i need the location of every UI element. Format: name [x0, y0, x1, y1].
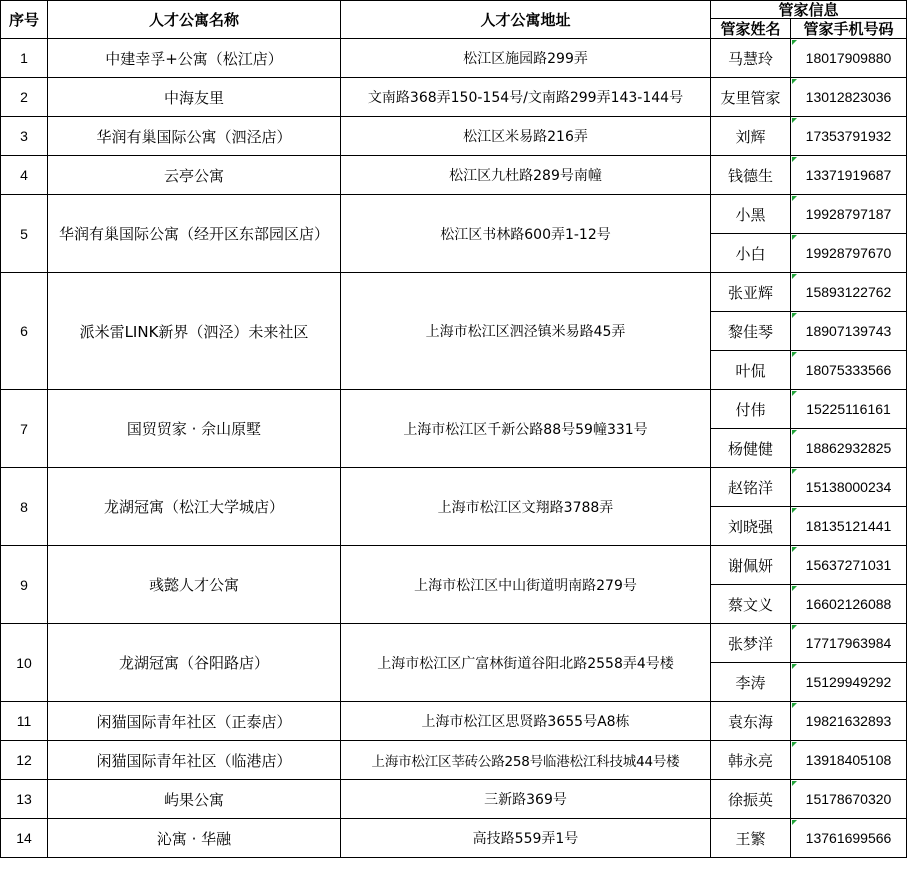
apartment-name: 中建幸孚+公寓（松江店）	[48, 39, 341, 78]
manager-phone: 18135121441	[791, 507, 907, 546]
apartment-address: 文南路368弄150-154号/文南路299弄143-144号	[341, 78, 711, 117]
manager-name: 小黑	[711, 195, 791, 234]
manager-name: 李涛	[711, 663, 791, 702]
row-index: 2	[1, 78, 48, 117]
row-index: 10	[1, 624, 48, 702]
apartment-address: 上海市松江区泗泾镇米易路45弄	[341, 273, 711, 390]
header-manager-group: 管家信息	[711, 1, 907, 19]
manager-name: 刘辉	[711, 117, 791, 156]
apartment-name: 中海友里	[48, 78, 341, 117]
row-index: 9	[1, 546, 48, 624]
header-name: 人才公寓名称	[48, 1, 341, 39]
apartment-name: 沁寓 · 华融	[48, 819, 341, 858]
apartment-name: 闲猫国际青年社区（正泰店）	[48, 702, 341, 741]
manager-phone: 18862932825	[791, 429, 907, 468]
apartment-address: 三新路369号	[341, 780, 711, 819]
manager-phone: 15225116161	[791, 390, 907, 429]
manager-phone: 18907139743	[791, 312, 907, 351]
manager-name: 马慧玲	[711, 39, 791, 78]
row-index: 4	[1, 156, 48, 195]
table-row	[1, 702, 907, 741]
apartment-name: 闲猫国际青年社区（临港店）	[48, 741, 341, 780]
header-address: 人才公寓地址	[341, 1, 711, 39]
table-row	[1, 117, 907, 156]
manager-phone: 18075333566	[791, 351, 907, 390]
apartment-address: 上海市松江区中山街道明南路279号	[341, 546, 711, 624]
manager-name: 徐振英	[711, 780, 791, 819]
manager-name: 黎佳琴	[711, 312, 791, 351]
manager-phone: 16602126088	[791, 585, 907, 624]
manager-phone: 13371919687	[791, 156, 907, 195]
header-manager-phone: 管家手机号码	[791, 19, 907, 39]
apartment-address: 上海市松江区思贤路3655号A8栋	[341, 702, 711, 741]
table-row	[1, 78, 907, 117]
manager-name: 友里管家	[711, 78, 791, 117]
manager-name: 王繁	[711, 819, 791, 858]
header-index: 序号	[1, 1, 48, 39]
row-index: 7	[1, 390, 48, 468]
apartment-address: 上海市松江区莘砖公路258号临港松江科技城44号楼	[341, 741, 711, 780]
row-index: 12	[1, 741, 48, 780]
apartment-address: 上海市松江区文翔路3788弄	[341, 468, 711, 546]
manager-name: 谢佩妍	[711, 546, 791, 585]
apartment-name: 华润有巢国际公寓（泗泾店）	[48, 117, 341, 156]
manager-name: 蔡文义	[711, 585, 791, 624]
manager-phone: 15129949292	[791, 663, 907, 702]
manager-name: 叶侃	[711, 351, 791, 390]
table-row	[1, 819, 907, 858]
table-row	[1, 780, 907, 819]
manager-phone: 13761699566	[791, 819, 907, 858]
apartment-address: 松江区九杜路289号南幢	[341, 156, 711, 195]
table-row	[1, 741, 907, 780]
manager-phone: 15637271031	[791, 546, 907, 585]
manager-name: 袁东海	[711, 702, 791, 741]
apartment-address: 松江区施园路299弄	[341, 39, 711, 78]
manager-phone: 15893122762	[791, 273, 907, 312]
manager-phone: 13012823036	[791, 78, 907, 117]
manager-name: 张梦洋	[711, 624, 791, 663]
table-row	[1, 546, 907, 585]
apartment-address: 松江区书林路600弄1-12号	[341, 195, 711, 273]
manager-name: 钱德生	[711, 156, 791, 195]
apartment-address: 高技路559弄1号	[341, 819, 711, 858]
apartment-name: 龙湖冠寓（松江大学城店）	[48, 468, 341, 546]
row-index: 11	[1, 702, 48, 741]
apartment-name: 云亭公寓	[48, 156, 341, 195]
table-row	[1, 39, 907, 78]
row-index: 13	[1, 780, 48, 819]
header-manager-name: 管家姓名	[711, 19, 791, 39]
apartment-name: 屿果公寓	[48, 780, 341, 819]
manager-name: 小白	[711, 234, 791, 273]
apartment-name: 派米雷LINK新界（泗泾）未来社区	[48, 273, 341, 390]
row-index: 5	[1, 195, 48, 273]
manager-phone: 19821632893	[791, 702, 907, 741]
manager-name: 赵铭洋	[711, 468, 791, 507]
row-index: 14	[1, 819, 48, 858]
row-index: 8	[1, 468, 48, 546]
row-index: 3	[1, 117, 48, 156]
table-row	[1, 156, 907, 195]
apartment-address: 上海市松江区广富林街道谷阳北路2558弄4号楼	[341, 624, 711, 702]
manager-name: 韩永亮	[711, 741, 791, 780]
manager-phone: 17353791932	[791, 117, 907, 156]
apartment-name: 彧懿人才公寓	[48, 546, 341, 624]
apartment-address: 上海市松江区千新公路88号59幢331号	[341, 390, 711, 468]
apartment-address: 松江区米易路216弄	[341, 117, 711, 156]
manager-name: 付伟	[711, 390, 791, 429]
manager-phone: 18017909880	[791, 39, 907, 78]
manager-phone: 15178670320	[791, 780, 907, 819]
manager-phone: 19928797187	[791, 195, 907, 234]
table-row	[1, 195, 907, 234]
row-index: 6	[1, 273, 48, 390]
manager-phone: 19928797670	[791, 234, 907, 273]
manager-phone: 17717963984	[791, 624, 907, 663]
apartment-name: 华润有巢国际公寓（经开区东部园区店）	[48, 195, 341, 273]
table-row	[1, 468, 907, 507]
manager-name: 刘晓强	[711, 507, 791, 546]
apartment-name: 龙湖冠寓（谷阳路店）	[48, 624, 341, 702]
table-row	[1, 273, 907, 312]
apartment-name: 国贸贸家 · 佘山原墅	[48, 390, 341, 468]
manager-name: 杨健健	[711, 429, 791, 468]
table-row	[1, 624, 907, 663]
row-index: 1	[1, 39, 48, 78]
manager-phone: 15138000234	[791, 468, 907, 507]
manager-phone: 13918405108	[791, 741, 907, 780]
manager-name: 张亚辉	[711, 273, 791, 312]
table-row	[1, 390, 907, 429]
